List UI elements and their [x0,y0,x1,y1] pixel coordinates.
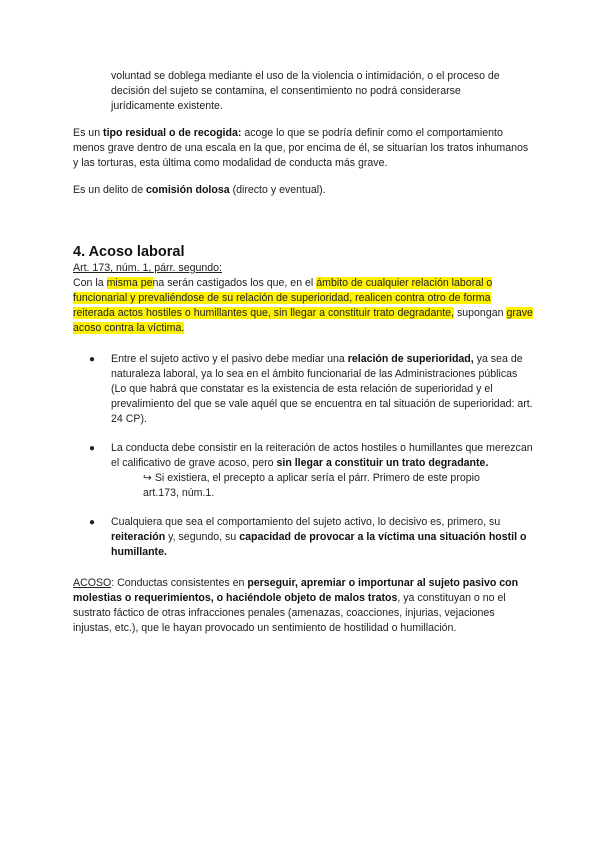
highlight: ámbito de cualquier relación laboral o funcionarial y prevaliéndose de su relación de superioridad, realicen contra otro de forma reiterada actos hostiles o humillantes que, sin llegar a constituir trato degradante, [73,277,493,319]
paragraph-dolosa: Es un delito de comisión dolosa (directo y eventual). [73,184,326,196]
underlined-term: ACOSO [73,577,112,589]
list-item: ● Cualquiera que sea el comportamiento del sujeto activo, lo decisivo es, primero, su reiteración y, segundo, su capacidad de provocar a la víctima una situación hostil o humillante. [89,516,527,558]
bullet-icon: ● [89,443,96,454]
list-item: ● La conducta debe consistir en la reiteración de actos hostiles o humillantes que merezcan el calificativo de grave acoso, pero sin llegar a constituir un trato degradante. [89,442,533,469]
line: decisión del sujeto se contamina, el consentimiento no podrá considerarse [111,85,461,97]
arrow-icon: ↪ [143,472,152,484]
bullet-list [73,352,535,560]
paragraph-consent [73,69,535,114]
article-reference: Art. 173, núm. 1, párr. segundo: [73,262,222,274]
bullet-icon: ● [89,517,96,528]
list-item: ● Entre el sujeto activo y el pasivo debe mediar una relación de superioridad, ya sea de naturaleza laboral, ya lo sea en el ámbito funcionarial de las Administraciones públicas (Lo que habrá que constatar es la existencia de esta relación de superioridad y el prevalimiento del que se vale aquél que se encuentra en tal situación de superioridad: art. 24 CP). [89,353,533,425]
bold-term: tipo residual o de recogida: [103,127,242,139]
line: voluntad se doblega mediante el uso de la violencia o intimidación, o el proceso de [111,70,500,82]
paragraph-residual-type: Es un tipo residual o de recogida: acoge lo que se podría definir como el comportamiento menos grave dentro de una escala en la que, por encima de él, se situarían los tratos inhumanos y las torturas, esta última como modalidad de conducta más grave. [73,127,529,169]
section-heading: 4. Acoso laboral [73,244,185,260]
article-quote: Con la misma pena serán castigados los que, en el ámbito de cualquier relación laboral o funcionarial y prevaliéndose de su relación de superioridad, realicen contra otro de forma reiterada actos hostiles o humillantes que, sin llegar a constituir trato degradante, supongan grave acoso contra la víctima. [73,277,533,334]
sub-note: ↪ Si existiera, el precepto a aplicar sería el párr. Primero de este propio art.173, núm.1. [143,472,480,499]
document-page [73,69,535,636]
highlight: misma pe [106,277,153,289]
bullet-icon: ● [89,354,96,365]
highlight: grave acoso contra la víctima. [73,307,533,334]
line: jurídicamente existente. [111,100,223,112]
bold-term: comisión dolosa [146,184,230,196]
paragraph-acoso-definition: ACOSO: Conductas consistentes en perseguir, apremiar o importunar al sujeto pasivo con molestias o requerimientos, o haciéndole objeto de malos tratos, ya constituyan o no el sustrato fáctico de otras infracciones penales (amenazas, coacciones, injurias, vejaciones injustas, etc.), que le hayan provocado un sentimiento de hostilidad o humillación. [73,577,519,634]
